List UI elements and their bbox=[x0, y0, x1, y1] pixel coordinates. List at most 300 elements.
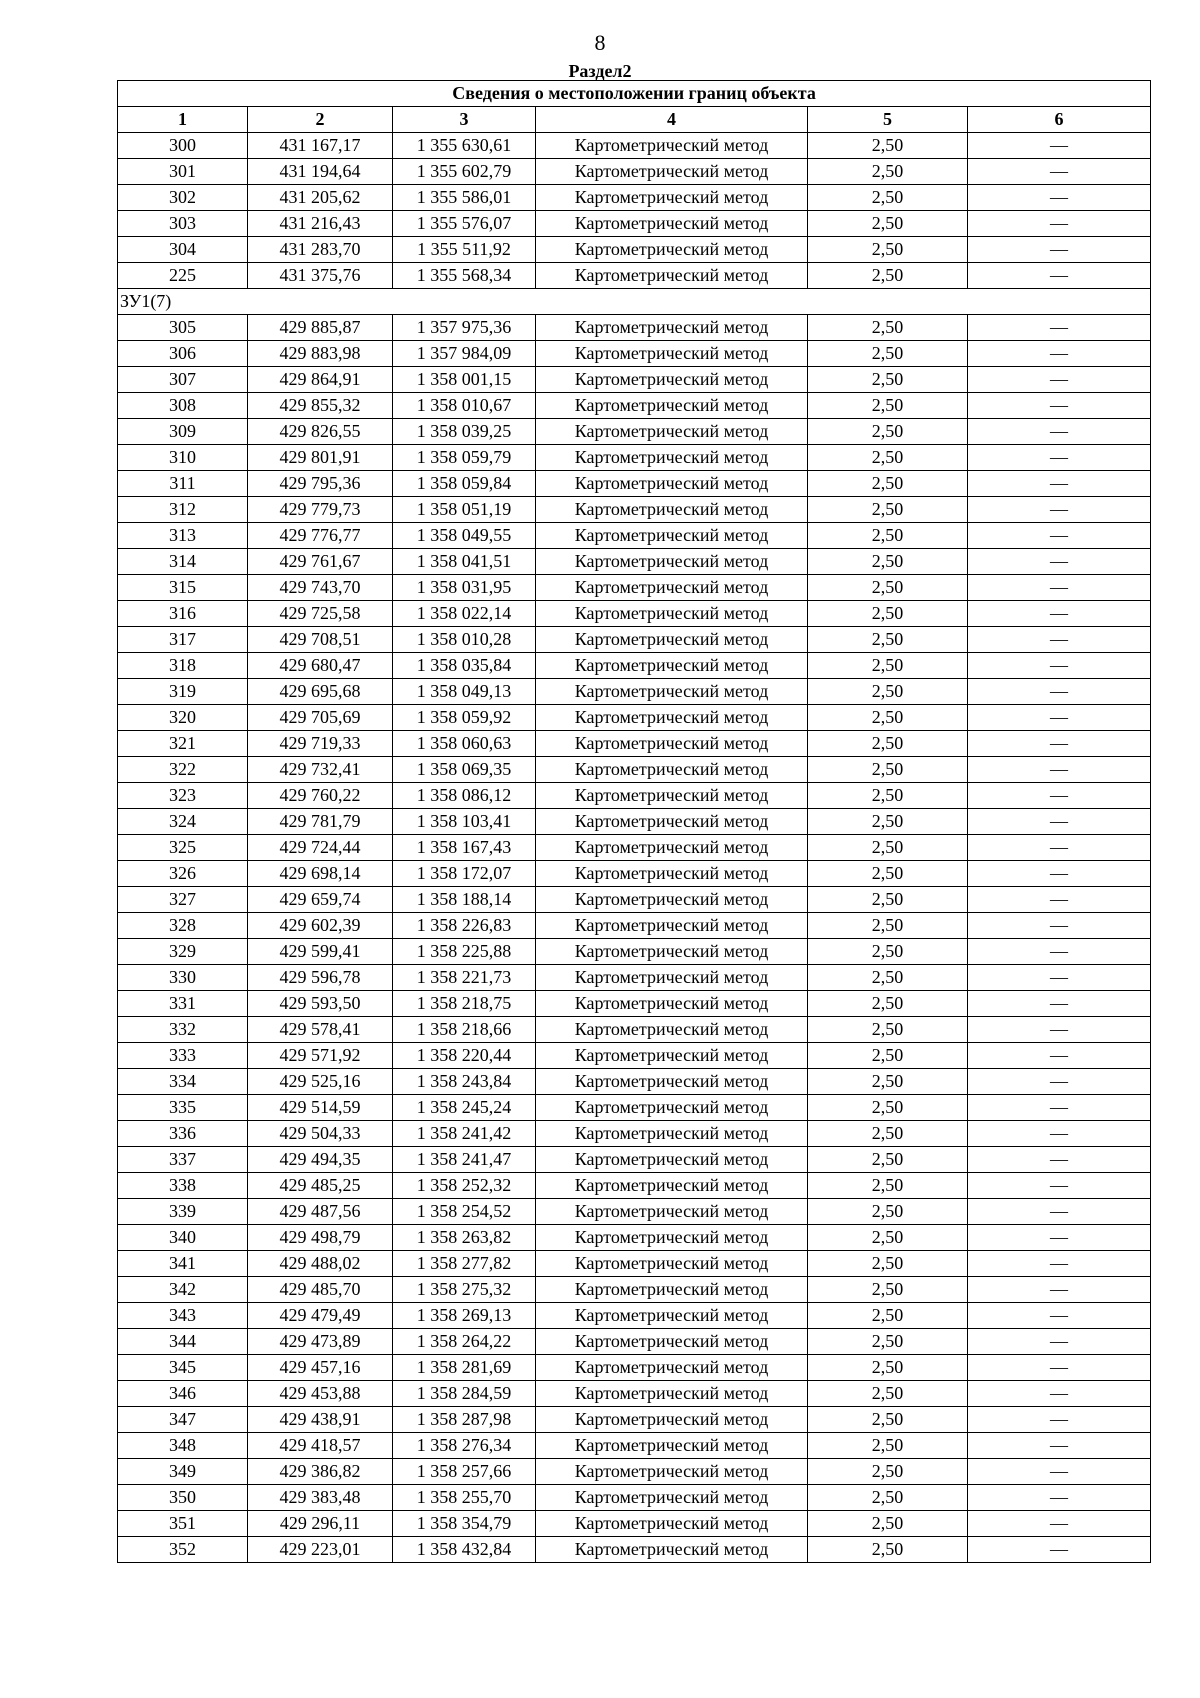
x-coordinate-cell: 431 205,62 bbox=[248, 185, 393, 211]
accuracy-cell: 2,50 bbox=[808, 523, 968, 549]
y-coordinate-cell: 1 358 218,66 bbox=[393, 1017, 536, 1043]
method-cell: Картометрический метод bbox=[536, 575, 808, 601]
y-coordinate-cell: 1 358 264,22 bbox=[393, 1329, 536, 1355]
description-cell: — bbox=[968, 211, 1151, 237]
y-coordinate-cell: 1 358 255,70 bbox=[393, 1485, 536, 1511]
description-cell: — bbox=[968, 861, 1151, 887]
description-cell: — bbox=[968, 1121, 1151, 1147]
y-coordinate-cell: 1 355 630,61 bbox=[393, 133, 536, 159]
y-coordinate-cell: 1 358 263,82 bbox=[393, 1225, 536, 1251]
method-cell: Картометрический метод bbox=[536, 341, 808, 367]
accuracy-cell: 2,50 bbox=[808, 315, 968, 341]
point-number-cell: 300 bbox=[118, 133, 248, 159]
description-cell: — bbox=[968, 393, 1151, 419]
table-row bbox=[118, 185, 1151, 211]
method-cell: Картометрический метод bbox=[536, 757, 808, 783]
x-coordinate-cell: 429 578,41 bbox=[248, 1017, 393, 1043]
accuracy-cell: 2,50 bbox=[808, 991, 968, 1017]
table-row bbox=[118, 809, 1151, 835]
point-number-cell: 336 bbox=[118, 1121, 248, 1147]
table-row bbox=[118, 393, 1151, 419]
x-coordinate-cell: 429 883,98 bbox=[248, 341, 393, 367]
table-row bbox=[118, 1433, 1151, 1459]
coordinates-table bbox=[117, 80, 1151, 1563]
table-row bbox=[118, 1095, 1151, 1121]
description-cell: — bbox=[968, 315, 1151, 341]
point-number-cell: 327 bbox=[118, 887, 248, 913]
accuracy-cell: 2,50 bbox=[808, 1433, 968, 1459]
description-cell: — bbox=[968, 757, 1151, 783]
table-row bbox=[118, 1355, 1151, 1381]
accuracy-cell: 2,50 bbox=[808, 809, 968, 835]
method-cell: Картометрический метод bbox=[536, 1485, 808, 1511]
table-row bbox=[118, 1069, 1151, 1095]
description-cell: — bbox=[968, 263, 1151, 289]
y-coordinate-cell: 1 355 576,07 bbox=[393, 211, 536, 237]
point-number-cell: 225 bbox=[118, 263, 248, 289]
accuracy-cell: 2,50 bbox=[808, 1017, 968, 1043]
x-coordinate-cell: 429 223,01 bbox=[248, 1537, 393, 1563]
x-coordinate-cell: 429 724,44 bbox=[248, 835, 393, 861]
point-number-cell: 323 bbox=[118, 783, 248, 809]
table-row bbox=[118, 1485, 1151, 1511]
method-cell: Картометрический метод bbox=[536, 419, 808, 445]
method-cell: Картометрический метод bbox=[536, 809, 808, 835]
table-header-row bbox=[118, 107, 1151, 133]
method-cell: Картометрический метод bbox=[536, 887, 808, 913]
accuracy-cell: 2,50 bbox=[808, 1381, 968, 1407]
x-coordinate-cell: 429 719,33 bbox=[248, 731, 393, 757]
y-coordinate-cell: 1 358 257,66 bbox=[393, 1459, 536, 1485]
method-cell: Картометрический метод bbox=[536, 705, 808, 731]
method-cell: Картометрический метод bbox=[536, 965, 808, 991]
description-cell: — bbox=[968, 1407, 1151, 1433]
method-cell: Картометрический метод bbox=[536, 1121, 808, 1147]
accuracy-cell: 2,50 bbox=[808, 1147, 968, 1173]
method-cell: Картометрический метод bbox=[536, 601, 808, 627]
x-coordinate-cell: 429 418,57 bbox=[248, 1433, 393, 1459]
table-row bbox=[118, 263, 1151, 289]
method-cell: Картометрический метод bbox=[536, 237, 808, 263]
x-coordinate-cell: 429 453,88 bbox=[248, 1381, 393, 1407]
table-row bbox=[118, 1251, 1151, 1277]
table-row bbox=[118, 471, 1151, 497]
method-cell: Картометрический метод bbox=[536, 367, 808, 393]
accuracy-cell: 2,50 bbox=[808, 887, 968, 913]
x-coordinate-cell: 429 479,49 bbox=[248, 1303, 393, 1329]
table-row bbox=[118, 653, 1151, 679]
point-number-cell: 301 bbox=[118, 159, 248, 185]
x-coordinate-cell: 429 386,82 bbox=[248, 1459, 393, 1485]
accuracy-cell: 2,50 bbox=[808, 1251, 968, 1277]
method-cell: Картометрический метод bbox=[536, 1355, 808, 1381]
description-cell: — bbox=[968, 679, 1151, 705]
accuracy-cell: 2,50 bbox=[808, 627, 968, 653]
method-cell: Картометрический метод bbox=[536, 861, 808, 887]
x-coordinate-cell: 429 732,41 bbox=[248, 757, 393, 783]
point-number-cell: 343 bbox=[118, 1303, 248, 1329]
description-cell: — bbox=[968, 1069, 1151, 1095]
point-number-cell: 331 bbox=[118, 991, 248, 1017]
description-cell: — bbox=[968, 523, 1151, 549]
accuracy-cell: 2,50 bbox=[808, 1329, 968, 1355]
method-cell: Картометрический метод bbox=[536, 1277, 808, 1303]
accuracy-cell: 2,50 bbox=[808, 1511, 968, 1537]
y-coordinate-cell: 1 358 022,14 bbox=[393, 601, 536, 627]
x-coordinate-cell: 429 826,55 bbox=[248, 419, 393, 445]
y-coordinate-cell: 1 355 568,34 bbox=[393, 263, 536, 289]
description-cell: — bbox=[968, 497, 1151, 523]
y-coordinate-cell: 1 358 277,82 bbox=[393, 1251, 536, 1277]
method-cell: Картометрический метод bbox=[536, 1381, 808, 1407]
y-coordinate-cell: 1 358 039,25 bbox=[393, 419, 536, 445]
y-coordinate-cell: 1 358 221,73 bbox=[393, 965, 536, 991]
y-coordinate-cell: 1 358 269,13 bbox=[393, 1303, 536, 1329]
method-cell: Картометрический метод bbox=[536, 1147, 808, 1173]
description-cell: — bbox=[968, 1459, 1151, 1485]
point-number-cell: 338 bbox=[118, 1173, 248, 1199]
column-header: 4 bbox=[536, 107, 808, 133]
accuracy-cell: 2,50 bbox=[808, 419, 968, 445]
accuracy-cell: 2,50 bbox=[808, 1355, 968, 1381]
table-row bbox=[118, 1381, 1151, 1407]
method-cell: Картометрический метод bbox=[536, 1303, 808, 1329]
column-header: 6 bbox=[968, 107, 1151, 133]
description-cell: — bbox=[968, 1199, 1151, 1225]
description-cell: — bbox=[968, 185, 1151, 211]
description-cell: — bbox=[968, 237, 1151, 263]
y-coordinate-cell: 1 358 035,84 bbox=[393, 653, 536, 679]
point-number-cell: 305 bbox=[118, 315, 248, 341]
accuracy-cell: 2,50 bbox=[808, 783, 968, 809]
y-coordinate-cell: 1 358 276,34 bbox=[393, 1433, 536, 1459]
y-coordinate-cell: 1 355 586,01 bbox=[393, 185, 536, 211]
y-coordinate-cell: 1 358 010,28 bbox=[393, 627, 536, 653]
point-number-cell: 316 bbox=[118, 601, 248, 627]
x-coordinate-cell: 429 473,89 bbox=[248, 1329, 393, 1355]
method-cell: Картометрический метод bbox=[536, 679, 808, 705]
accuracy-cell: 2,50 bbox=[808, 497, 968, 523]
y-coordinate-cell: 1 358 287,98 bbox=[393, 1407, 536, 1433]
accuracy-cell: 2,50 bbox=[808, 1303, 968, 1329]
method-cell: Картометрический метод bbox=[536, 445, 808, 471]
y-coordinate-cell: 1 358 284,59 bbox=[393, 1381, 536, 1407]
description-cell: — bbox=[968, 1251, 1151, 1277]
x-coordinate-cell: 429 525,16 bbox=[248, 1069, 393, 1095]
y-coordinate-cell: 1 358 060,63 bbox=[393, 731, 536, 757]
method-cell: Картометрический метод bbox=[536, 731, 808, 757]
x-coordinate-cell: 429 599,41 bbox=[248, 939, 393, 965]
x-coordinate-cell: 429 514,59 bbox=[248, 1095, 393, 1121]
y-coordinate-cell: 1 358 220,44 bbox=[393, 1043, 536, 1069]
description-cell: — bbox=[968, 601, 1151, 627]
point-number-cell: 308 bbox=[118, 393, 248, 419]
description-cell: — bbox=[968, 1355, 1151, 1381]
table-group-row bbox=[118, 289, 1151, 315]
point-number-cell: 317 bbox=[118, 627, 248, 653]
y-coordinate-cell: 1 358 059,92 bbox=[393, 705, 536, 731]
point-number-cell: 344 bbox=[118, 1329, 248, 1355]
table-row bbox=[118, 159, 1151, 185]
x-coordinate-cell: 429 593,50 bbox=[248, 991, 393, 1017]
description-cell: — bbox=[968, 1043, 1151, 1069]
description-cell: — bbox=[968, 419, 1151, 445]
description-cell: — bbox=[968, 445, 1151, 471]
x-coordinate-cell: 429 885,87 bbox=[248, 315, 393, 341]
accuracy-cell: 2,50 bbox=[808, 575, 968, 601]
x-coordinate-cell: 429 760,22 bbox=[248, 783, 393, 809]
y-coordinate-cell: 1 358 252,32 bbox=[393, 1173, 536, 1199]
accuracy-cell: 2,50 bbox=[808, 705, 968, 731]
description-cell: — bbox=[968, 965, 1151, 991]
point-number-cell: 332 bbox=[118, 1017, 248, 1043]
x-coordinate-cell: 429 695,68 bbox=[248, 679, 393, 705]
group-label: ЗУ1(7) bbox=[118, 289, 1151, 315]
x-coordinate-cell: 431 216,43 bbox=[248, 211, 393, 237]
description-cell: — bbox=[968, 1381, 1151, 1407]
accuracy-cell: 2,50 bbox=[808, 133, 968, 159]
method-cell: Картометрический метод bbox=[536, 471, 808, 497]
point-number-cell: 351 bbox=[118, 1511, 248, 1537]
y-coordinate-cell: 1 358 059,79 bbox=[393, 445, 536, 471]
accuracy-cell: 2,50 bbox=[808, 1225, 968, 1251]
table-row bbox=[118, 1199, 1151, 1225]
method-cell: Картометрический метод bbox=[536, 1017, 808, 1043]
x-coordinate-cell: 429 383,48 bbox=[248, 1485, 393, 1511]
point-number-cell: 337 bbox=[118, 1147, 248, 1173]
x-coordinate-cell: 429 698,14 bbox=[248, 861, 393, 887]
method-cell: Картометрический метод bbox=[536, 1095, 808, 1121]
y-coordinate-cell: 1 357 984,09 bbox=[393, 341, 536, 367]
point-number-cell: 341 bbox=[118, 1251, 248, 1277]
accuracy-cell: 2,50 bbox=[808, 1485, 968, 1511]
method-cell: Картометрический метод bbox=[536, 1173, 808, 1199]
accuracy-cell: 2,50 bbox=[808, 393, 968, 419]
description-cell: — bbox=[968, 471, 1151, 497]
y-coordinate-cell: 1 358 218,75 bbox=[393, 991, 536, 1017]
table-row bbox=[118, 1017, 1151, 1043]
column-header: 5 bbox=[808, 107, 968, 133]
y-coordinate-cell: 1 358 226,83 bbox=[393, 913, 536, 939]
table-row bbox=[118, 731, 1151, 757]
x-coordinate-cell: 429 504,33 bbox=[248, 1121, 393, 1147]
x-coordinate-cell: 429 855,32 bbox=[248, 393, 393, 419]
x-coordinate-cell: 429 776,77 bbox=[248, 523, 393, 549]
method-cell: Картометрический метод bbox=[536, 211, 808, 237]
method-cell: Картометрический метод bbox=[536, 627, 808, 653]
description-cell: — bbox=[968, 549, 1151, 575]
point-number-cell: 310 bbox=[118, 445, 248, 471]
y-coordinate-cell: 1 358 432,84 bbox=[393, 1537, 536, 1563]
y-coordinate-cell: 1 358 031,95 bbox=[393, 575, 536, 601]
point-number-cell: 352 bbox=[118, 1537, 248, 1563]
accuracy-cell: 2,50 bbox=[808, 861, 968, 887]
x-coordinate-cell: 429 680,47 bbox=[248, 653, 393, 679]
x-coordinate-cell: 429 779,73 bbox=[248, 497, 393, 523]
method-cell: Картометрический метод bbox=[536, 1459, 808, 1485]
x-coordinate-cell: 429 801,91 bbox=[248, 445, 393, 471]
table-row bbox=[118, 211, 1151, 237]
table-row bbox=[118, 497, 1151, 523]
point-number-cell: 334 bbox=[118, 1069, 248, 1095]
table-row bbox=[118, 549, 1151, 575]
y-coordinate-cell: 1 358 001,15 bbox=[393, 367, 536, 393]
point-number-cell: 333 bbox=[118, 1043, 248, 1069]
description-cell: — bbox=[968, 1277, 1151, 1303]
accuracy-cell: 2,50 bbox=[808, 601, 968, 627]
point-number-cell: 322 bbox=[118, 757, 248, 783]
point-number-cell: 330 bbox=[118, 965, 248, 991]
table-row bbox=[118, 1303, 1151, 1329]
x-coordinate-cell: 429 725,58 bbox=[248, 601, 393, 627]
accuracy-cell: 2,50 bbox=[808, 1121, 968, 1147]
description-cell: — bbox=[968, 1303, 1151, 1329]
table-row bbox=[118, 1173, 1151, 1199]
point-number-cell: 311 bbox=[118, 471, 248, 497]
accuracy-cell: 2,50 bbox=[808, 445, 968, 471]
x-coordinate-cell: 429 498,79 bbox=[248, 1225, 393, 1251]
table-row bbox=[118, 419, 1151, 445]
x-coordinate-cell: 429 761,67 bbox=[248, 549, 393, 575]
accuracy-cell: 2,50 bbox=[808, 1537, 968, 1563]
accuracy-cell: 2,50 bbox=[808, 965, 968, 991]
point-number-cell: 319 bbox=[118, 679, 248, 705]
y-coordinate-cell: 1 355 602,79 bbox=[393, 159, 536, 185]
table-row bbox=[118, 1225, 1151, 1251]
description-cell: — bbox=[968, 341, 1151, 367]
method-cell: Картометрический метод bbox=[536, 1407, 808, 1433]
accuracy-cell: 2,50 bbox=[808, 913, 968, 939]
table-row bbox=[118, 627, 1151, 653]
y-coordinate-cell: 1 358 041,51 bbox=[393, 549, 536, 575]
x-coordinate-cell: 429 596,78 bbox=[248, 965, 393, 991]
x-coordinate-cell: 429 708,51 bbox=[248, 627, 393, 653]
x-coordinate-cell: 429 296,11 bbox=[248, 1511, 393, 1537]
method-cell: Картометрический метод bbox=[536, 913, 808, 939]
point-number-cell: 307 bbox=[118, 367, 248, 393]
x-coordinate-cell: 429 743,70 bbox=[248, 575, 393, 601]
accuracy-cell: 2,50 bbox=[808, 549, 968, 575]
description-cell: — bbox=[968, 159, 1151, 185]
point-number-cell: 329 bbox=[118, 939, 248, 965]
accuracy-cell: 2,50 bbox=[808, 1173, 968, 1199]
y-coordinate-cell: 1 358 051,19 bbox=[393, 497, 536, 523]
method-cell: Картометрический метод bbox=[536, 523, 808, 549]
description-cell: — bbox=[968, 913, 1151, 939]
x-coordinate-cell: 431 283,70 bbox=[248, 237, 393, 263]
table-row bbox=[118, 887, 1151, 913]
table-row bbox=[118, 835, 1151, 861]
y-coordinate-cell: 1 358 241,42 bbox=[393, 1121, 536, 1147]
table-row bbox=[118, 445, 1151, 471]
y-coordinate-cell: 1 358 354,79 bbox=[393, 1511, 536, 1537]
table-row bbox=[118, 1537, 1151, 1563]
method-cell: Картометрический метод bbox=[536, 1199, 808, 1225]
table-row bbox=[118, 133, 1151, 159]
table-row bbox=[118, 913, 1151, 939]
table-row bbox=[118, 1329, 1151, 1355]
point-number-cell: 345 bbox=[118, 1355, 248, 1381]
method-cell: Картометрический метод bbox=[536, 315, 808, 341]
point-number-cell: 340 bbox=[118, 1225, 248, 1251]
page-number: 8 bbox=[594, 30, 606, 55]
description-cell: — bbox=[968, 575, 1151, 601]
y-coordinate-cell: 1 358 103,41 bbox=[393, 809, 536, 835]
point-number-cell: 312 bbox=[118, 497, 248, 523]
accuracy-cell: 2,50 bbox=[808, 1277, 968, 1303]
x-coordinate-cell: 429 485,70 bbox=[248, 1277, 393, 1303]
y-coordinate-cell: 1 358 225,88 bbox=[393, 939, 536, 965]
accuracy-cell: 2,50 bbox=[808, 1199, 968, 1225]
description-cell: — bbox=[968, 783, 1151, 809]
y-coordinate-cell: 1 358 243,84 bbox=[393, 1069, 536, 1095]
table-row bbox=[118, 1277, 1151, 1303]
method-cell: Картометрический метод bbox=[536, 1225, 808, 1251]
point-number-cell: 328 bbox=[118, 913, 248, 939]
table-body bbox=[118, 133, 1151, 1563]
description-cell: — bbox=[968, 705, 1151, 731]
accuracy-cell: 2,50 bbox=[808, 471, 968, 497]
x-coordinate-cell: 429 571,92 bbox=[248, 1043, 393, 1069]
description-cell: — bbox=[968, 653, 1151, 679]
x-coordinate-cell: 431 375,76 bbox=[248, 263, 393, 289]
description-cell: — bbox=[968, 1433, 1151, 1459]
table-row bbox=[118, 783, 1151, 809]
point-number-cell: 309 bbox=[118, 419, 248, 445]
point-number-cell: 349 bbox=[118, 1459, 248, 1485]
x-coordinate-cell: 429 457,16 bbox=[248, 1355, 393, 1381]
description-cell: — bbox=[968, 1173, 1151, 1199]
method-cell: Картометрический метод bbox=[536, 1511, 808, 1537]
accuracy-cell: 2,50 bbox=[808, 939, 968, 965]
y-coordinate-cell: 1 358 275,32 bbox=[393, 1277, 536, 1303]
table-row bbox=[118, 991, 1151, 1017]
accuracy-cell: 2,50 bbox=[808, 1043, 968, 1069]
table-row bbox=[118, 965, 1151, 991]
table-row bbox=[118, 523, 1151, 549]
point-number-cell: 346 bbox=[118, 1381, 248, 1407]
point-number-cell: 321 bbox=[118, 731, 248, 757]
point-number-cell: 326 bbox=[118, 861, 248, 887]
description-cell: — bbox=[968, 627, 1151, 653]
x-coordinate-cell: 431 194,64 bbox=[248, 159, 393, 185]
accuracy-cell: 2,50 bbox=[808, 185, 968, 211]
point-number-cell: 325 bbox=[118, 835, 248, 861]
accuracy-cell: 2,50 bbox=[808, 731, 968, 757]
description-cell: — bbox=[968, 1225, 1151, 1251]
accuracy-cell: 2,50 bbox=[808, 367, 968, 393]
method-cell: Картометрический метод bbox=[536, 1537, 808, 1563]
method-cell: Картометрический метод bbox=[536, 159, 808, 185]
description-cell: — bbox=[968, 367, 1151, 393]
table-row bbox=[118, 1511, 1151, 1537]
y-coordinate-cell: 1 358 049,13 bbox=[393, 679, 536, 705]
y-coordinate-cell: 1 358 059,84 bbox=[393, 471, 536, 497]
description-cell: — bbox=[968, 939, 1151, 965]
table-row bbox=[118, 237, 1151, 263]
point-number-cell: 302 bbox=[118, 185, 248, 211]
y-coordinate-cell: 1 358 245,24 bbox=[393, 1095, 536, 1121]
method-cell: Картометрический метод bbox=[536, 185, 808, 211]
accuracy-cell: 2,50 bbox=[808, 1095, 968, 1121]
accuracy-cell: 2,50 bbox=[808, 1069, 968, 1095]
column-header: 1 bbox=[118, 107, 248, 133]
y-coordinate-cell: 1 358 241,47 bbox=[393, 1147, 536, 1173]
point-number-cell: 348 bbox=[118, 1433, 248, 1459]
method-cell: Картометрический метод bbox=[536, 1433, 808, 1459]
x-coordinate-cell: 429 494,35 bbox=[248, 1147, 393, 1173]
accuracy-cell: 2,50 bbox=[808, 159, 968, 185]
